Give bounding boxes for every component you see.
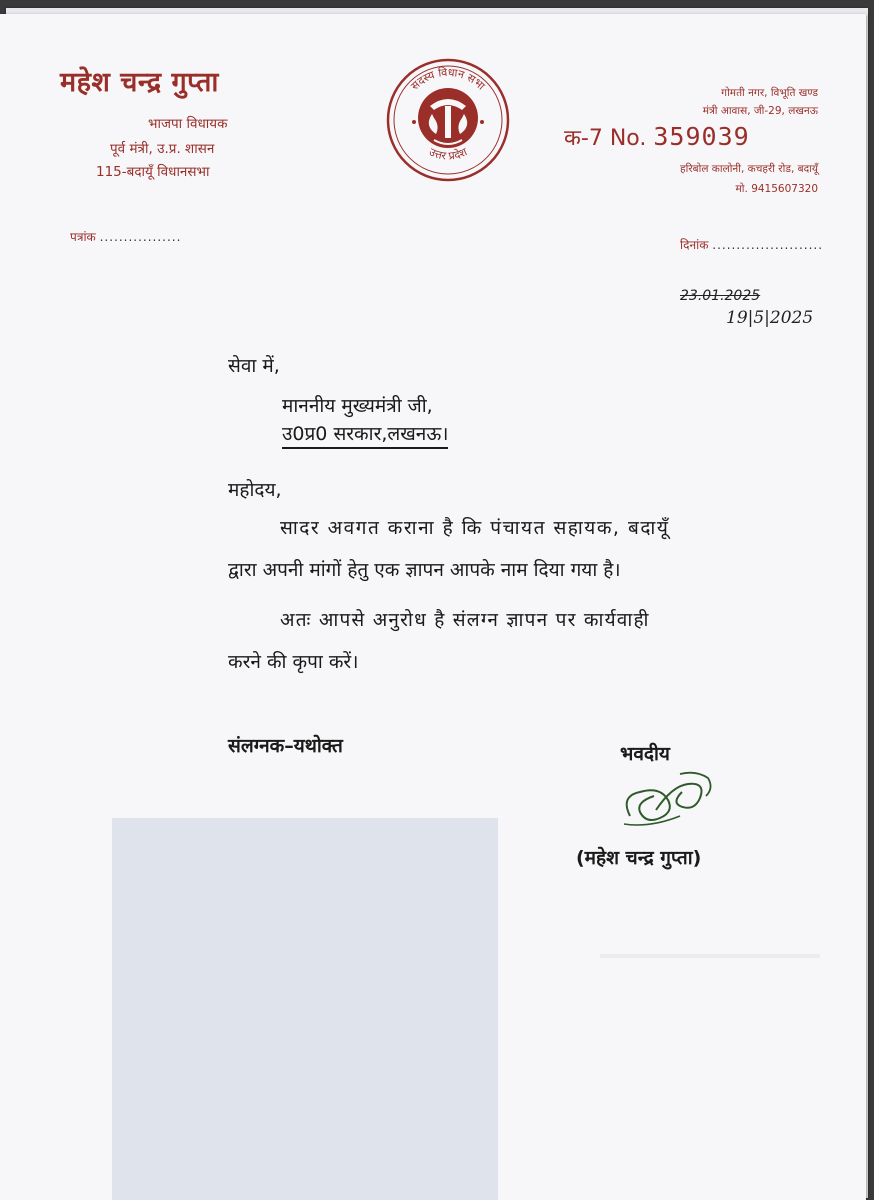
address-line-3: हरिबोल कालोनी, कचहरी रोड, बदायूँ — [680, 163, 818, 175]
enclosure-note: संलग्नक–यथोक्त — [228, 735, 343, 757]
patrank-label: पत्रांक — [70, 230, 96, 244]
letter-sheet — [0, 14, 866, 1200]
address-line-1: गोमती नगर, विभूति खण्ड — [721, 87, 818, 99]
dinank-field — [680, 236, 823, 253]
letterhead-designation: भाजपा विधायक — [148, 116, 228, 132]
recipient-line-2: उ0प्र0 सरकार,लखनऊ। — [282, 420, 448, 449]
paragraph-1-line-2: द्वारा अपनी मांगों हेतु एक ज्ञापन आपके नाम दिया गया है। — [228, 559, 621, 581]
assembly-seal-icon — [384, 56, 512, 184]
closing: भवदीय — [620, 743, 670, 765]
redacted-region — [112, 818, 498, 1200]
paragraph-2-line-2: करने की कृपा करें। — [228, 651, 359, 673]
seal-text-top: सदस्य विधान सभा — [408, 65, 488, 93]
paper-bleed-through — [600, 954, 820, 958]
recipient-line-1: माननीय मुख्यमंत्री जी, — [282, 395, 433, 417]
greeting: महोदय, — [228, 479, 282, 501]
struck-date: 23.01.2025 — [680, 288, 761, 304]
paragraph-1-line-1: सादर अवगत कराना है कि पंचायत सहायक, बदायूँ — [280, 517, 670, 539]
serial-number-block — [564, 122, 750, 152]
mobile-number: मो. 9415607320 — [735, 183, 818, 195]
dinank-dots: ....................... — [712, 238, 824, 252]
serial-number: 359039 — [653, 122, 750, 151]
address-line-2: मंत्री आवास, जी-29, लखनऊ — [702, 105, 818, 117]
letterhead-name: महेश चन्द्र गुप्ता — [60, 67, 219, 98]
letterhead-former-post: पूर्व मंत्री, उ.प्र. शासन — [110, 141, 215, 157]
seal-text-bottom: उत्तर प्रदेश — [426, 145, 470, 163]
serial-prefix: क-7 No. — [564, 126, 647, 151]
salutation-to: सेवा में, — [228, 355, 280, 377]
signatory-name: (महेश चन्द्र गुप्ता) — [576, 847, 702, 869]
signature-icon — [610, 766, 720, 836]
dinank-label: दिनांक — [680, 238, 709, 252]
patrank-field — [70, 228, 181, 245]
patrank-dots: ................. — [99, 230, 182, 244]
letterhead-constituency: 115-बदायूँ विधानसभा — [96, 164, 210, 180]
handwritten-date: 19|5|2025 — [726, 308, 814, 328]
paragraph-2-line-1: अतः आपसे अनुरोध है संलग्न ज्ञापन पर कार्यवाही — [280, 609, 650, 631]
